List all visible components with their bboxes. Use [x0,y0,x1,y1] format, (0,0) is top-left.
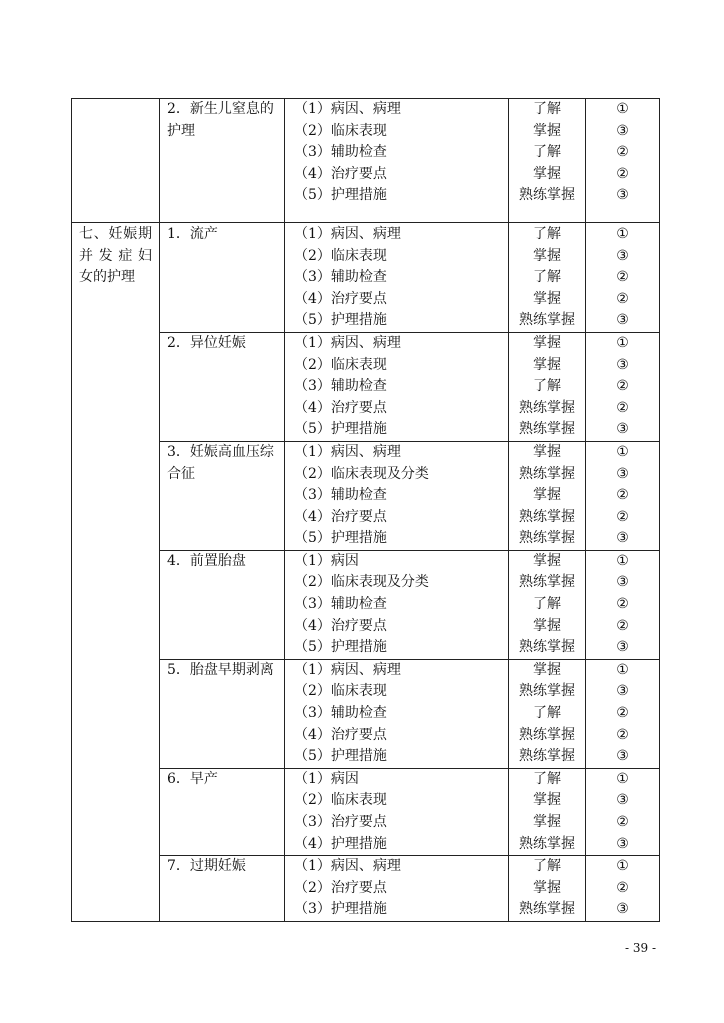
requirement-value: 熟练掌握 [519,465,575,482]
requirement-value: 掌握 [533,814,561,830]
level-value: ③ [616,835,629,852]
level-value: ① [616,552,629,569]
level-cell [586,856,660,922]
content-item: （1）病因 [294,770,359,787]
requirement-value: 掌握 [533,356,561,373]
level-value: ③ [616,356,629,373]
requirement-value: 熟练掌握 [519,399,575,416]
level-cell [586,99,660,223]
content-item: （5）护理措施 [294,421,387,438]
requirement-value: 掌握 [533,165,561,182]
level-value: ③ [616,312,629,329]
content-item: （2）临床表现及分类 [294,465,429,482]
topic-title: 1．流产 [167,225,218,242]
content-item: （5）护理措施 [294,530,387,547]
content-item: （4）治疗要点 [294,617,387,634]
requirement-value: 掌握 [533,879,561,896]
content-item: （3）辅助检查 [294,705,387,722]
level-value: ① [616,334,629,351]
topic-cell [160,99,285,223]
topic-title: 7．过期妊娠 [167,858,246,875]
content-item: （3）辅助检查 [294,144,387,161]
page-number: - 39 - [624,941,656,955]
content-item: （4）治疗要点 [294,508,387,525]
requirement-value: 掌握 [533,247,561,264]
content-item: （2）临床表现 [294,683,387,700]
requirement-value: 熟练掌握 [519,530,575,547]
requirement-value: 了解 [533,269,561,286]
content-cell [285,768,509,855]
level-cell [586,768,660,855]
table-row [72,222,660,332]
level-value: ③ [616,574,629,591]
unit-title-line: 七、妊娠期 [79,225,152,242]
table-row [72,659,660,768]
content-item: （2）临床表现 [294,122,387,139]
topic-cell [160,222,285,332]
content-item: （5）护理措施 [294,748,387,765]
level-value: ② [616,378,629,395]
level-value: ② [616,814,629,830]
topic-title: 2．新生儿窒息的护理 [167,101,274,139]
content-item: （4）治疗要点 [294,165,387,182]
content-item: （2）治疗要点 [294,879,387,896]
unit-title-line: 女的护理 [79,269,135,286]
topic-title: 4．前置胎盘 [167,552,246,569]
content-item: （2）临床表现 [294,247,387,264]
content-item: （2）临床表现及分类 [294,574,429,591]
content-item: （4）治疗要点 [294,399,387,416]
requirement-value: 掌握 [533,443,561,460]
content-cell [285,550,509,659]
level-cell [586,222,660,332]
level-value: ③ [616,748,629,765]
level-value: ③ [616,639,629,656]
requirement-cell [509,856,586,922]
requirement-value: 熟练掌握 [519,312,575,329]
content-item: （3）辅助检查 [294,596,387,613]
requirement-cell [509,441,586,550]
content-item: （2）临床表现 [294,356,387,373]
requirement-value: 熟练掌握 [519,421,575,438]
content-item: （5）护理措施 [294,639,387,656]
requirement-value: 了解 [533,770,561,787]
level-value: ① [616,858,629,875]
level-cell [586,441,660,550]
level-value: ② [616,165,629,182]
level-cell [586,659,660,768]
content-item: （3）辅助检查 [294,487,387,504]
level-value: ③ [616,187,629,204]
table-row [72,332,660,441]
level-value: ② [616,879,629,896]
unit-cell [72,99,160,223]
level-value: ② [616,705,629,722]
table-row [72,856,660,922]
requirement-value: 了解 [533,858,561,875]
content-item: （4）治疗要点 [294,290,387,307]
unit-cell [72,222,160,921]
level-value: ② [616,726,629,743]
level-value: ③ [616,530,629,547]
content-cell [285,99,509,223]
syllabus-table [71,98,660,922]
level-value: ① [616,225,629,242]
level-value: ② [616,487,629,504]
requirement-value: 了解 [533,225,561,242]
content-item: （5）护理措施 [294,187,387,204]
requirement-cell [509,99,586,223]
content-item: （3）治疗要点 [294,814,387,830]
requirement-value: 了解 [533,144,561,161]
requirement-value: 熟练掌握 [519,683,575,700]
level-value: ② [616,144,629,161]
topic-cell [160,441,285,550]
requirement-value: 熟练掌握 [519,639,575,656]
table-row [72,441,660,550]
level-value: ② [616,399,629,416]
requirement-value: 了解 [533,596,561,613]
table-body [72,99,660,922]
requirement-cell [509,768,586,855]
content-item: （1）病因、病理 [294,661,401,678]
level-value: ③ [616,683,629,700]
topic-title: 5．胎盘早期剥离 [167,661,274,678]
content-cell [285,332,509,441]
content-item: （1）病因、病理 [294,101,401,117]
requirement-value: 掌握 [533,290,561,307]
requirement-value: 掌握 [533,487,561,504]
requirement-cell [509,550,586,659]
requirement-value: 掌握 [533,552,561,569]
unit-title-line: 并发症妇 [79,247,152,264]
requirement-value: 了解 [533,101,561,117]
content-cell [285,222,509,332]
topic-cell [160,856,285,922]
content-item: （3）辅助检查 [294,269,387,286]
content-item: （2）临床表现 [294,792,387,809]
requirement-value: 掌握 [533,661,561,678]
content-item: （4）治疗要点 [294,726,387,743]
level-value: ① [616,661,629,678]
level-value: ② [616,269,629,286]
requirement-value: 熟练掌握 [519,901,575,918]
level-value: ③ [616,792,629,809]
topic-cell [160,659,285,768]
content-item: （1）病因、病理 [294,334,401,351]
requirement-value: 掌握 [533,334,561,351]
requirement-value: 熟练掌握 [519,726,575,743]
requirement-value: 了解 [533,705,561,722]
level-value: ① [616,443,629,460]
content-item: （1）病因、病理 [294,225,401,242]
requirement-cell [509,222,586,332]
content-item: （3）护理措施 [294,901,387,918]
requirement-value: 熟练掌握 [519,835,575,852]
level-value: ③ [616,122,629,139]
requirement-value: 熟练掌握 [519,187,575,204]
topic-cell [160,550,285,659]
requirement-value: 熟练掌握 [519,508,575,525]
table-row [72,768,660,855]
level-value: ② [616,617,629,634]
level-cell [586,332,660,441]
content-cell [285,441,509,550]
level-value: ② [616,596,629,613]
level-cell [586,550,660,659]
requirement-value: 掌握 [533,122,561,139]
content-cell [285,659,509,768]
requirement-value: 掌握 [533,617,561,634]
content-item: （1）病因、病理 [294,858,401,875]
topic-cell [160,332,285,441]
content-item: （1）病因、病理 [294,443,401,460]
topic-title: 2．异位妊娠 [167,334,246,351]
content-cell [285,856,509,922]
content-item: （1）病因 [294,552,359,569]
level-value: ③ [616,247,629,264]
requirement-cell [509,332,586,441]
level-value: ③ [616,901,629,918]
level-value: ③ [616,465,629,482]
requirement-cell [509,659,586,768]
level-value: ② [616,290,629,307]
requirement-value: 熟练掌握 [519,748,575,765]
requirement-value: 掌握 [533,792,561,809]
topic-title: 3．妊娠高血压综合征 [167,443,274,482]
level-value: ① [616,101,629,117]
topic-cell [160,768,285,855]
content-item: （4）护理措施 [294,835,387,852]
topic-title: 6．早产 [167,770,218,787]
content-item: （3）辅助检查 [294,378,387,395]
requirement-value: 熟练掌握 [519,574,575,591]
requirement-value: 了解 [533,378,561,395]
level-value: ② [616,508,629,525]
level-value: ① [616,770,629,787]
content-item: （5）护理措施 [294,312,387,329]
table-row [72,550,660,659]
table-row [72,99,660,223]
level-value: ③ [616,421,629,438]
